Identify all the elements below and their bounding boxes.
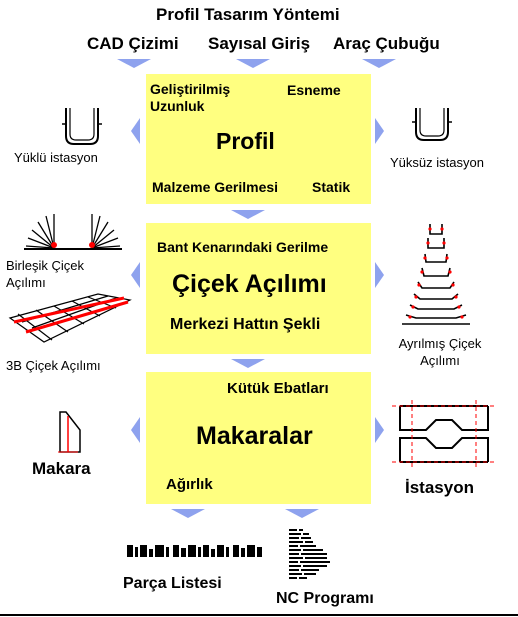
parts-list-label: Parça Listesi: [123, 575, 222, 592]
input-toolbar: Araç Çubuğu: [333, 34, 440, 53]
combined-flower-icon: [24, 212, 122, 252]
arrow-right-icon: [375, 417, 384, 443]
arrow-left-icon: [131, 118, 140, 144]
arrow-down-icon: [231, 210, 265, 219]
roll-icon: [54, 410, 82, 454]
arrow-left-icon: [131, 262, 140, 288]
profile-title: Profil: [216, 128, 275, 154]
arrow-left-icon: [131, 417, 140, 443]
loaded-station-icon: [60, 104, 104, 148]
arrow-right-icon: [375, 118, 384, 144]
flower-title: Çiçek Açılımı: [172, 270, 327, 298]
arrow-down-icon: [231, 359, 265, 368]
roll-label: Makara: [32, 459, 91, 478]
station-icon: [392, 400, 496, 468]
arrow-down-icon: [171, 509, 205, 518]
input-numeric-entry: Sayısal Giriş: [208, 34, 311, 53]
input-cad-drawing: CAD Çizimi: [87, 34, 179, 53]
station-label: İstasyon: [405, 478, 474, 497]
arrow-down-icon: [236, 59, 270, 68]
arrow-right-icon: [375, 262, 384, 288]
diagram-title: Profil Tasarım Yöntemi: [156, 5, 340, 24]
developed-length-label: Geliştirilmiş Uzunluk: [150, 81, 231, 114]
unloaded-station-icon: [410, 104, 454, 144]
nc-program-icon: [287, 527, 341, 583]
strip-edge-stress-label: Bant Kenarındaki Gerilme: [157, 239, 329, 255]
static-label: Statik: [312, 179, 351, 195]
loaded-station-label: Yüklü istasyon: [14, 150, 98, 165]
arrow-down-icon: [285, 509, 319, 518]
rolls-title: Makaralar: [196, 422, 313, 450]
flower-3d-label: 3B Çiçek Açılımı: [6, 358, 101, 373]
separated-flower-icon: [400, 220, 472, 330]
nc-program-label: NC Programı: [276, 590, 374, 607]
blank-size-label: Kütük Ebatları: [227, 380, 329, 397]
parts-list-icon: [127, 541, 267, 561]
stretch-label: Esneme: [287, 82, 341, 98]
arrow-down-icon: [362, 59, 396, 68]
weight-label: Ağırlık: [166, 476, 213, 493]
separated-flower-label: Ayrılmış Çiçek Açılımı: [398, 336, 482, 368]
arrow-down-icon: [117, 59, 151, 68]
bottom-divider: [0, 614, 518, 616]
centerline-shape-label: Merkezi Hattın Şekli: [170, 316, 321, 333]
combined-flower-label: Birleşik Çiçek Açılımı: [6, 258, 85, 290]
material-stress-label: Malzeme Gerilmesi: [152, 179, 279, 195]
unloaded-station-label: Yüksüz istasyon: [390, 155, 484, 170]
flower-3d-icon: [8, 292, 132, 348]
